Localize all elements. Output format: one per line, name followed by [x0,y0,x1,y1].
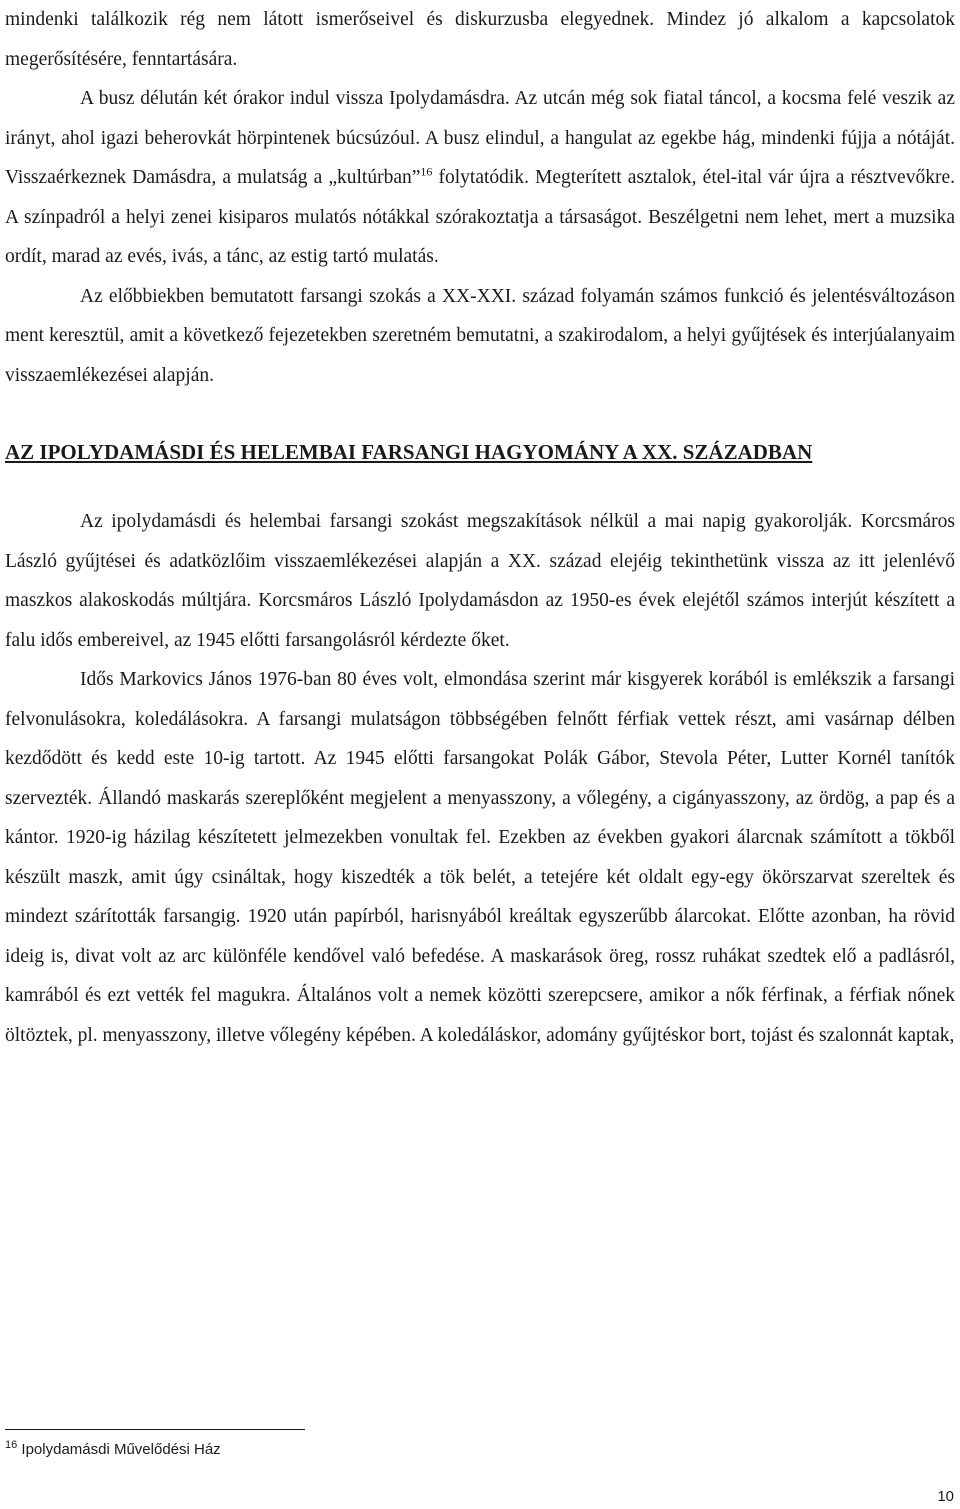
paragraph-2 [5,79,955,277]
footnote-divider [5,1429,305,1430]
paragraph-1: mindenki találkozik rég nem látott ismerőseivel és diskurzusba elegyednek. Mindez jó alkalom a kapcsolatok megerősítésére, fenntartására. [5,9,955,70]
spacer [5,469,955,502]
footnote-number: 16 [5,1439,18,1451]
paragraph-4: Az ipolydamásdi és helembai farsangi szokást megszakítások nélkül a mai napig gyakorolják. Korcsmáros László gyűjtései és adatközlőim visszaemlékezései alapján a XX. század elejéig tekinthetünk vissza az itt jelenlévő maszkos alakoskodás múltjára. Korcsmáros László Ipolydamásdon az 1950-es évek elejétől számos interjút készített a falu idős embereivel, az 1945 előtti farsangolásról kérdezte őket. [5,511,955,651]
body-text [5,0,955,1055]
footnote [5,1439,221,1461]
paragraph-3: Az előbbiekben bemutatott farsangi szokás a XX-XXI. század folyamán számos funkció és jelentésváltozáson ment keresztül, amit a következő fejezetekben szeretném bemutatni, a szakirodalom, a helyi gyűjtések és interjúalanyaim visszaemlékezései alapján. [5,285,955,386]
paragraph-2-text-end: folytatódik. Megterített asztalok, étel-ital vár újra a résztvevőkre. A színpadról a helyi zenei kisiparos mulatós nótákkal szórakoztatja a társaságot. Beszélgetni nem lehet, mert a muzsika ordít, marad az evés, ivás, a tánc, az estig tartó mulatás. [5,167,955,267]
footnote-reference[interactable]: 16 [420,164,433,179]
paragraph-2-text-start: A busz délután két órakor indul vissza Ipolydamásdra. Az utcán még sok fiatal táncol, a kocsma felé veszik az irányt, ahol igazi beherovkát hörpintenek búcsúzóul. A busz elindul, a hangulat az egekbe hág, mindenki fújja a nótáját. Visszaérkeznek Damásdra, a mulatság a „kultúrban” [5,88,955,188]
spacer [5,395,955,435]
footnote-text: Ipolydamásdi Művelődési Ház [17,1441,221,1458]
section-heading: AZ IPOLYDAMÁSDI ÉS HELEMBAI FARSANGI HAGYOMÁNY A XX. SZÁZADBAN [5,440,813,464]
paragraph-5: Idős Markovics János 1976-ban 80 éves volt, elmondása szerint már kisgyerek korából is emlékszik a farsangi felvonulásokra, koledálásokra. A farsangi mulatságon többségében felnőtt férfiak vettek részt, ami vasárnap délben kezdődött és kedd este 10-ig tartott. Az 1945 előtti farsangokat Polák Gábor, Stevola Péter, Lutter Kornél tanítók szervezték. Állandó maskarás szereplőként megjelent a menyasszony, a vőlegény, a cigányasszony, az ördög, a pap és a kántor. 1920-ig házilag készítetett jelmezekben vonultak fel. Ezekben az években gyakori álarcnak számított a tökből készült maszk, amit úgy csináltak, hogy kiszedték a tök belét, a tetejére két oldalt egy-egy ökörszarvat szereltek és mindezt szárították farsangig. 1920 után papírból, harisnyából kreáltak egyszerűbb álarcokat. Előtte azonban, ha rövid ideig is, divat volt az arc különféle kendővel való befedése. A maskarások öreg, rossz ruhákat szedtek elő a padlásról, kamrából és ezt vették fel magukra. Általános volt a nemek közötti szerepcsere, amikor a nők férfinak, a férfiak nőnek öltöztek, pl. menyasszony, illetve vőlegény képében. A koledáláskor, adomány gyűjtéskor bort, tojást és szalonnát kaptak, [5,669,955,1046]
page-number: 10 [937,1488,954,1505]
